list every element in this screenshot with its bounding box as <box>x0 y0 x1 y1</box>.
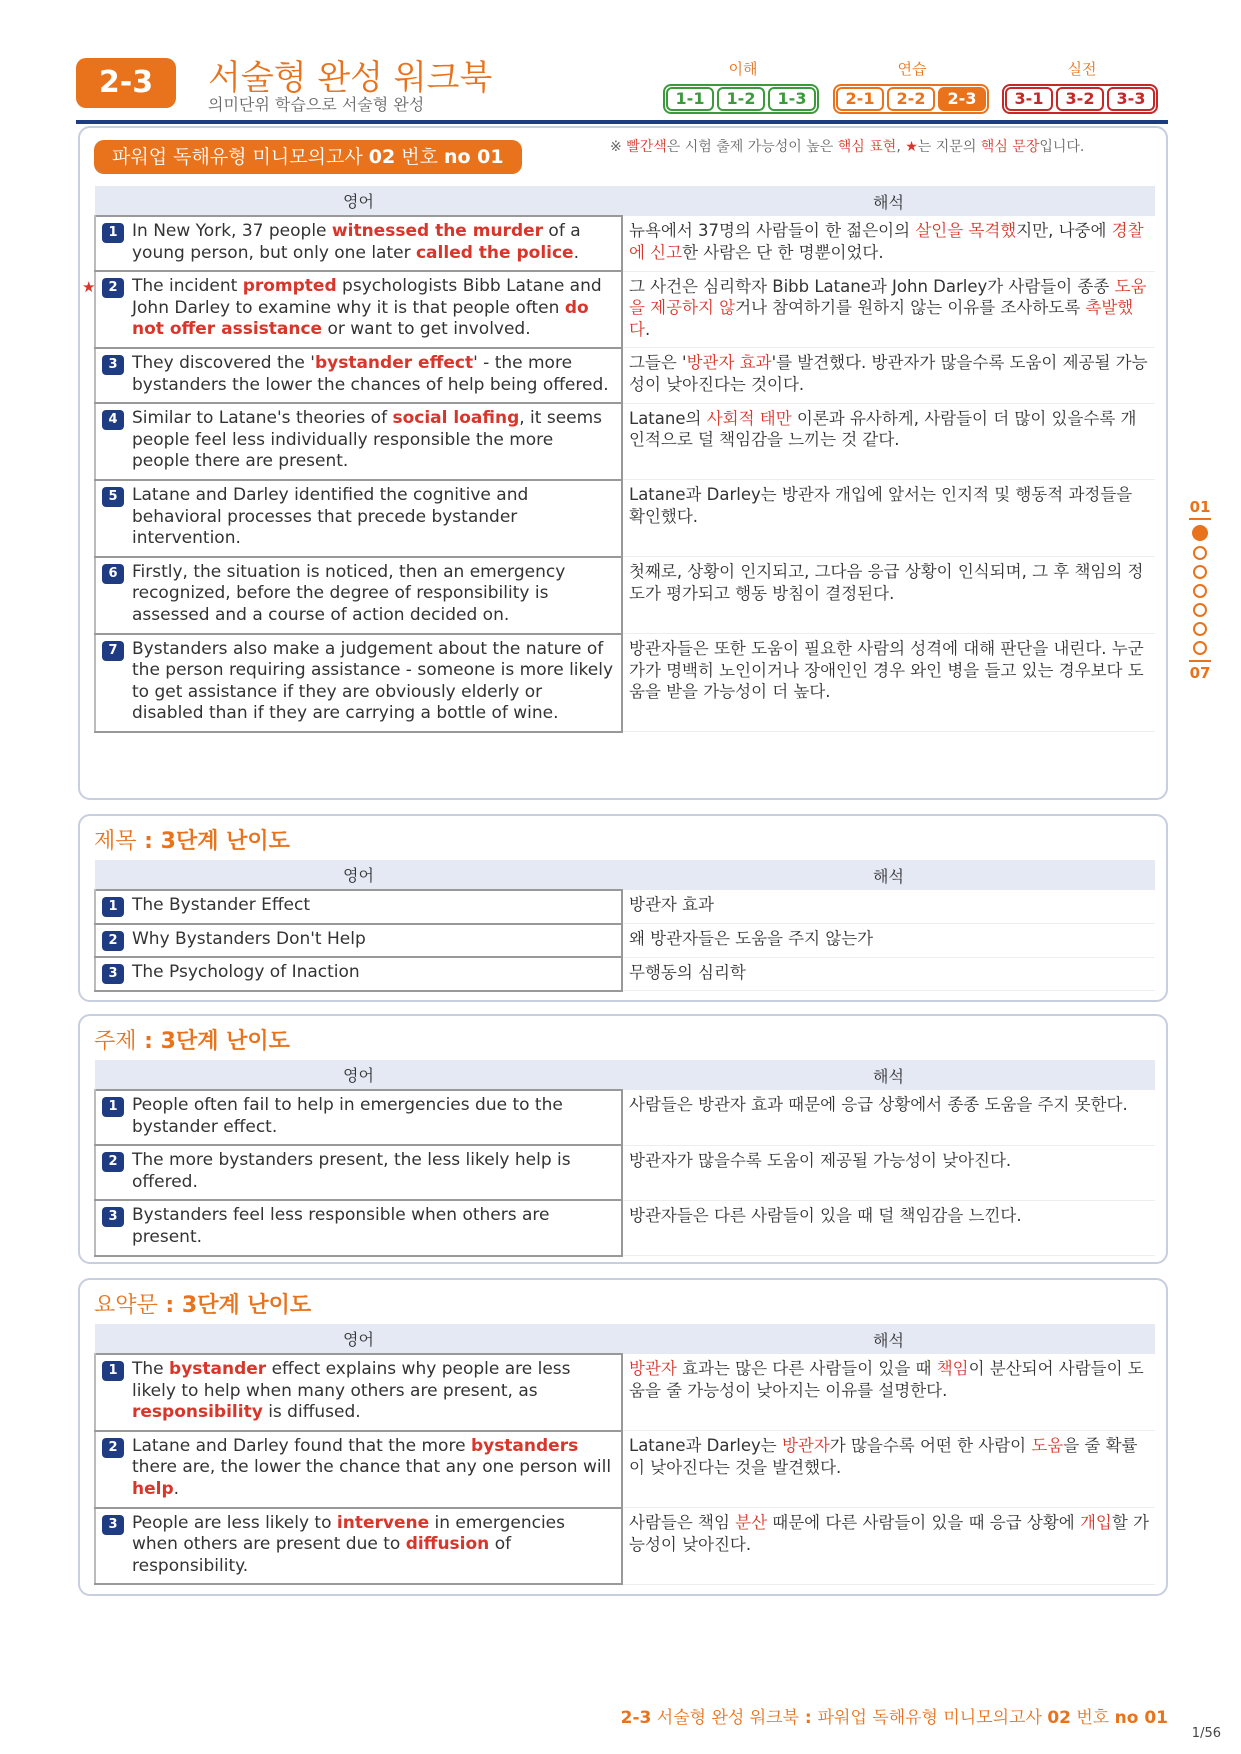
col-header-korean: 해석 <box>622 1324 1155 1354</box>
passage-row <box>95 634 1155 732</box>
progress-dot[interactable] <box>1193 641 1207 655</box>
passage-tag: 파워업 독해유형 미니모의고사 02 번호 no 01 <box>94 140 522 174</box>
summary-section-heading: 요약문 : 3단계 난이도 <box>94 1293 312 1318</box>
step-1-1[interactable]: 1-1 <box>666 87 714 111</box>
passage-row <box>95 216 1155 271</box>
col-header-korean: 해석 <box>622 860 1155 890</box>
korean-text: 방관자 효과는 많은 다른 사람들이 있을 때 책임이 분산되어 사람들이 도움을 줄 가능성이 낮아지는 이유를 설명한다. <box>629 1359 1144 1400</box>
korean-text: 왜 방관자들은 도움을 주지 않는가 <box>629 929 874 949</box>
passage-english-cell <box>95 557 622 634</box>
passage-korean-cell <box>622 271 1155 348</box>
unit-badge: 2-3 <box>76 58 176 108</box>
english-text: People often fail to help in emergencies due to the bystander effect. <box>132 1095 563 1137</box>
progress-dot[interactable] <box>1193 546 1207 560</box>
summary-section <box>78 1278 1168 1596</box>
passage-row <box>95 557 1155 634</box>
theme-section-heading: 주제 : 3단계 난이도 <box>94 1029 290 1054</box>
korean-text: 방관자 효과 <box>629 895 714 914</box>
korean-text: 그 사건은 심리학자 Bibb Latane과 John Darley가 사람들이 종종 도움을 제공하지 않거나 참여하기를 원하지 않는 이유를 조사하도록 촉발했다. <box>629 276 1147 339</box>
sentence-number: 3 <box>102 964 124 984</box>
sentence-number: 3 <box>102 1207 124 1227</box>
sentence-number: 1 <box>102 1097 124 1117</box>
english-text: The Psychology of Inaction <box>132 962 360 983</box>
theme-section <box>78 1014 1168 1264</box>
page-footer: 2-3 서술형 완성 워크북 : 파워업 독해유형 미니모의고사 02 번호 no 01 <box>620 1708 1168 1728</box>
summary-row <box>95 1354 1155 1431</box>
english-text: The bystander effect explains why people are less likely to help when many others are present, as responsibility is diffused. <box>132 1359 571 1423</box>
english-text: They discovered the 'bystander effect' - the more bystanders the lower the chances of help being offered. <box>132 352 609 395</box>
passage-box <box>78 126 1168 800</box>
key-sentence-star-icon: ★ <box>82 278 96 297</box>
korean-text: 방관자가 많을수록 도움이 제공될 가능성이 낮아진다. <box>629 1150 1012 1170</box>
step-2-2[interactable]: 2-2 <box>887 87 935 111</box>
page-title: 서술형 완성 워크북 <box>208 58 493 98</box>
side-nav-divider <box>1189 660 1211 662</box>
korean-text: 사람들은 방관자 효과 때문에 응급 상황에서 종종 도움을 주지 못한다. <box>629 1095 1128 1114</box>
page-subtitle: 의미단위 학습으로 서술형 완성 <box>208 95 425 114</box>
col-header-english: 영어 <box>95 1324 622 1354</box>
korean-text: 방관자들은 또한 도움이 필요한 사람의 성격에 대해 판단을 내린다. 누군가가 명백히 노인이거나 장애인인 경우 와인 병을 들고 있는 경우보다 도움을 받을 가능성이 더 높다. <box>629 639 1144 702</box>
progress-dot[interactable] <box>1193 603 1207 617</box>
title-korean-cell <box>622 957 1155 991</box>
passage-english-cell <box>95 480 622 557</box>
group-label-real: 실전 <box>1067 60 1097 78</box>
col-header-english: 영어 <box>95 186 622 216</box>
title-section <box>78 814 1168 1002</box>
sentence-number: 1 <box>102 223 124 243</box>
group-label-understand: 이해 <box>728 60 758 78</box>
step-2-3[interactable]: 2-3 <box>938 87 986 111</box>
step-group-real <box>1002 84 1158 114</box>
korean-text: Latane과 Darley는 방관자 개입에 앞서는 인지적 및 행동적 과정들을 확인했다. <box>629 485 1133 527</box>
passage-table <box>82 186 1155 733</box>
side-nav-start: 01 <box>1189 498 1211 516</box>
side-nav-end: 07 <box>1189 664 1211 682</box>
passage-english-cell <box>82 271 622 348</box>
col-header-english: 영어 <box>95 860 622 890</box>
passage-korean-cell <box>622 216 1155 271</box>
theme-row <box>95 1090 1155 1145</box>
theme-korean-cell <box>622 1200 1155 1255</box>
header-divider <box>76 120 1168 124</box>
title-korean-cell <box>622 924 1155 958</box>
summary-row <box>95 1508 1155 1585</box>
summary-row <box>95 1431 1155 1508</box>
sentence-number: 2 <box>102 1438 124 1458</box>
sentence-number: 7 <box>102 641 124 661</box>
summary-english-cell <box>95 1354 622 1431</box>
progress-dot[interactable] <box>1193 565 1207 579</box>
theme-row <box>95 1145 1155 1200</box>
title-row <box>95 890 1155 924</box>
sentence-number: 3 <box>102 355 124 375</box>
step-group-practice <box>833 84 989 114</box>
legend-note: ※ 빨간색은 시험 출제 가능성이 높은 핵심 표현, ★는 지문의 핵심 문장입니다. <box>610 139 1085 155</box>
title-table <box>94 860 1155 992</box>
summary-korean-cell <box>622 1431 1155 1508</box>
passage-row <box>95 480 1155 557</box>
step-group-understand <box>663 84 819 114</box>
theme-row <box>95 1200 1155 1255</box>
english-text: Latane and Darley found that the more bystanders there are, the lower the chance that any one person will help. <box>132 1435 612 1499</box>
step-3-2[interactable]: 3-2 <box>1056 87 1104 111</box>
passage-korean-cell <box>622 348 1155 403</box>
passage-korean-cell <box>622 557 1155 634</box>
theme-english-cell <box>95 1145 622 1200</box>
step-1-3[interactable]: 1-3 <box>768 87 816 111</box>
progress-dot[interactable] <box>1193 584 1207 598</box>
sentence-number: 1 <box>102 897 124 917</box>
theme-english-cell <box>95 1200 622 1255</box>
english-text: The more bystanders present, the less likely help is offered. <box>132 1150 571 1192</box>
side-progress-nav <box>1184 498 1216 682</box>
step-3-3[interactable]: 3-3 <box>1107 87 1155 111</box>
passage-korean-cell <box>622 480 1155 557</box>
summary-english-cell <box>95 1508 622 1585</box>
passage-korean-cell <box>622 403 1155 480</box>
passage-korean-cell <box>622 634 1155 732</box>
sentence-number: 3 <box>102 1515 124 1535</box>
korean-text: Latane의 사회적 태만 이론과 유사하게, 사람들이 더 많이 있을수록 개인적으로 덜 책임감을 느끼는 것 같다. <box>629 408 1137 450</box>
theme-korean-cell <box>622 1145 1155 1200</box>
col-header-korean: 해석 <box>622 186 1155 216</box>
title-english-cell <box>95 890 622 924</box>
passage-english-cell <box>95 216 622 271</box>
summary-korean-cell <box>622 1508 1155 1585</box>
english-text: Bystanders feel less responsible when others are present. <box>132 1205 550 1247</box>
english-text: Bystanders also make a judgement about the nature of the person requiring assistance - someone is more likely to get assistance if they are obviously elderly or disabled than if they are carrying a bottle of wine. <box>132 638 614 724</box>
passage-english-cell <box>95 403 622 480</box>
sentence-number: 6 <box>102 564 124 584</box>
korean-text: 무행동의 심리학 <box>629 962 746 982</box>
page-number: 1/56 <box>1191 1726 1221 1741</box>
sentence-number: 5 <box>102 487 124 507</box>
title-section-heading: 제목 : 3단계 난이도 <box>94 829 290 854</box>
title-row <box>95 924 1155 958</box>
theme-table <box>94 1060 1155 1257</box>
english-text: In New York, 37 people witnessed the murder of a young person, but only one later called the police. <box>132 221 581 263</box>
title-korean-cell <box>622 890 1155 924</box>
step-3-1[interactable]: 3-1 <box>1005 87 1053 111</box>
korean-text: 뉴욕에서 37명의 사람들이 한 젊은이의 살인을 목격했지만, 나중에 경찰에 신고한 사람은 단 한 명뿐이었다. <box>629 221 1144 262</box>
side-nav-divider <box>1189 518 1211 520</box>
sentence-number: 2 <box>102 278 124 298</box>
english-text: Why Bystanders Don't Help <box>132 928 366 949</box>
group-label-practice: 연습 <box>897 60 927 78</box>
passage-english-cell <box>95 634 622 732</box>
passage-row <box>95 403 1155 480</box>
passage-row <box>95 271 1155 348</box>
sentence-number: 1 <box>102 1361 124 1381</box>
passage-row <box>95 348 1155 403</box>
title-row <box>95 957 1155 991</box>
title-english-cell <box>95 924 622 958</box>
theme-english-cell <box>95 1090 622 1145</box>
korean-text: 그들은 '방관자 효과'를 발견했다. 방관자가 많을수록 도움이 제공될 가능성이 낮아진다는 것이다. <box>629 353 1148 395</box>
step-1-2[interactable]: 1-2 <box>717 87 765 111</box>
english-text: Firstly, the situation is noticed, then an emergency recognized, before the degree of responsibility is assessed and a course of action decided on. <box>132 561 566 625</box>
theme-korean-cell <box>622 1090 1155 1145</box>
korean-text: 첫째로, 상황이 인지되고, 그다음 응급 상황이 인식되며, 그 후 책임의 정도가 평가되고 행동 방침이 결정된다. <box>629 562 1144 603</box>
summary-table <box>94 1324 1155 1585</box>
sentence-number: 4 <box>102 410 124 430</box>
english-text: People are less likely to intervene in emergencies when others are present due to diffusion of responsibility. <box>132 1512 565 1576</box>
summary-english-cell <box>95 1431 622 1508</box>
english-text: The incident prompted psychologists Bibb Latane and John Darley to examine why it is that people often do not offer assistance or want to get involved. <box>132 276 602 340</box>
korean-text: 사람들은 책임 분산 때문에 다른 사람들이 있을 때 응급 상황에 개입할 가능성이 낮아진다. <box>629 1513 1149 1554</box>
korean-text: 방관자들은 다른 사람들이 있을 때 덜 책임감을 느낀다. <box>629 1205 1022 1225</box>
sentence-number: 2 <box>102 931 124 951</box>
korean-text: Latane과 Darley는 방관자가 많을수록 어떤 한 사람이 도움을 줄 확률이 낮아진다는 것을 발견했다. <box>629 1436 1138 1477</box>
title-english-cell <box>95 957 622 991</box>
english-text: The Bystander Effect <box>132 895 311 915</box>
col-header-korean: 해석 <box>622 1060 1155 1090</box>
english-text: Latane and Darley identified the cognitive and behavioral processes that precede bystander intervention. <box>132 484 529 549</box>
progress-dot[interactable] <box>1193 622 1207 636</box>
step-2-1[interactable]: 2-1 <box>836 87 884 111</box>
col-header-english: 영어 <box>95 1060 622 1090</box>
passage-english-cell <box>95 348 622 403</box>
progress-dot[interactable] <box>1192 525 1208 541</box>
sentence-number: 2 <box>102 1152 124 1172</box>
english-text: Similar to Latane's theories of social loafing, it seems people feel less individually responsible the more people there are present. <box>132 408 603 472</box>
summary-korean-cell <box>622 1354 1155 1431</box>
